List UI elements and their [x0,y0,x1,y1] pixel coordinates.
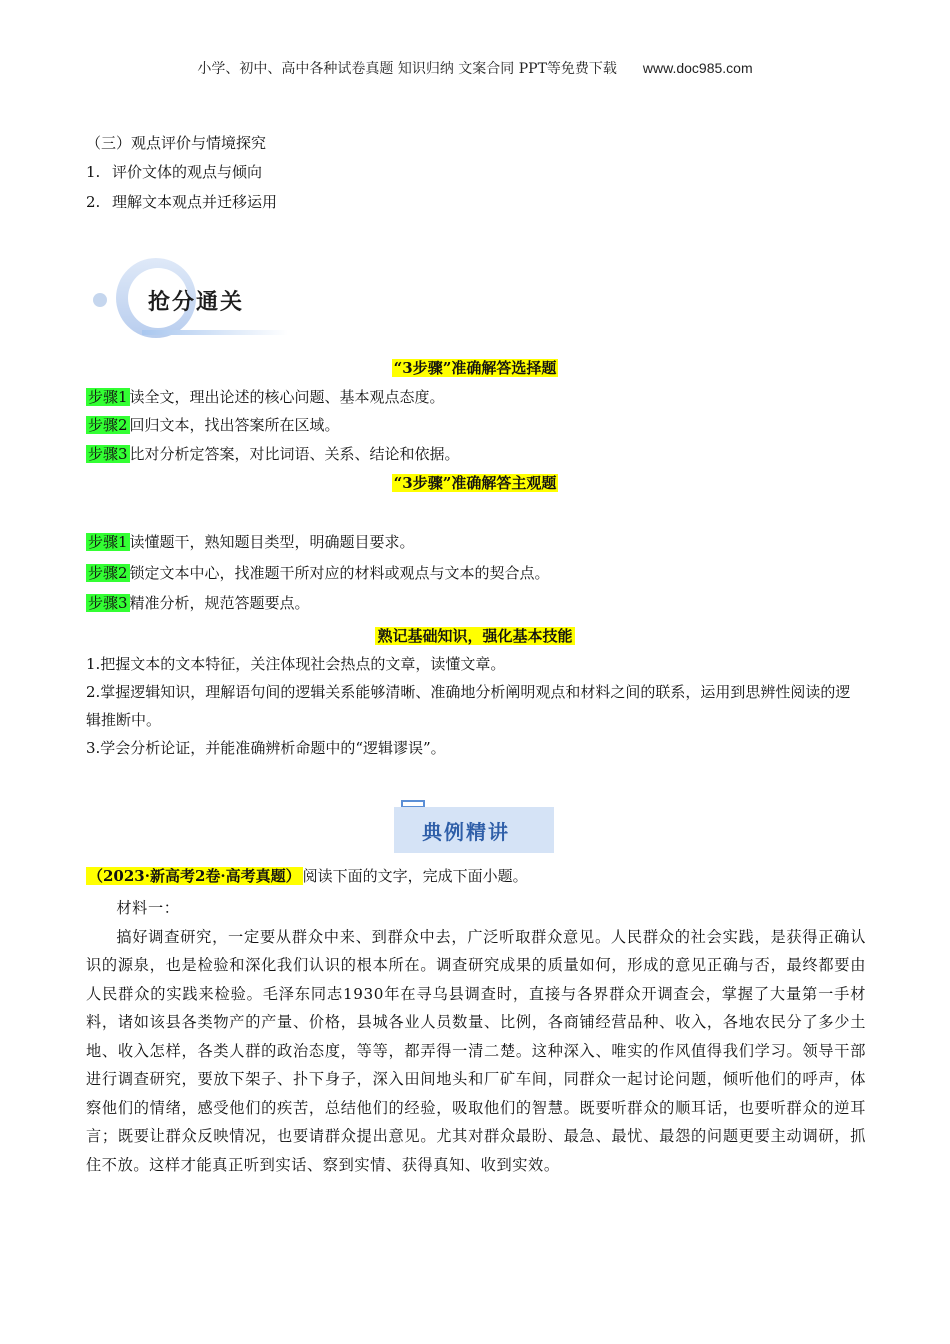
section-item: 1. 评价文体的观点与倾向 [86,163,263,181]
header-text: 小学、初中、高中各种试卷真题 知识归纳 文案合同 PPT等免费下载 [197,61,617,77]
example-source-line [86,865,528,887]
example-instruction: 阅读下面的文字，完成下面小题。 [302,867,528,885]
material-block [86,894,866,1179]
subjective-step: 步骤1 读懂题干，熟知题目类型，明确题目要求。 [88,533,415,551]
step-tag: 步骤3 [88,445,128,463]
subjective-step: 步骤3 精准分析，规范答题要点。 [88,594,310,612]
subjective-step: 步骤2 锁定文本中心，找准题干所对应的材料或观点与文本的契合点。 [88,564,550,582]
section-item: 2. 理解文本观点并迁移运用 [86,193,278,211]
basics-list [86,650,864,762]
choice-step: 步骤3 比对分析定答案，对比词语、关系、结论和依据。 [88,445,460,463]
step-tag: 步骤1 [88,533,128,551]
banner2-label: 典例精讲 [422,820,510,844]
choice-title: “3步骤”准确解答选择题 [393,359,557,377]
basics-item: 3.学会分析论证，并能准确辨析命题中的“逻辑谬误”。 [86,739,446,757]
subjective-title: “3步骤”准确解答主观题 [393,474,557,492]
page-header [0,58,950,78]
step-tag: 步骤2 [88,416,128,434]
material-text: 搞好调查研究，一定要从群众中来、到群众中去，广泛听取群众意见。人民群众的社会实践，是获得正确认识的源泉，也是检验和深化我们认识的根本所在。调查研究成果的质量如何，形成的意见正确与否，最终都要由人民群众的实践来检验。毛泽东同志1930年在寻乌县调查时，直接与各界群众开调查会，掌握了大量第一手材料，诸如该县各类物产的产量、价格，县城各业人员数量、比例，各商铺经营品种、收入，各地农民分了多少土地、收入怎样，各类人群的政治态度，等等，都弄得一清二楚。这种深入、唯实的作风值得我们学习。领导干部进行调查研究，要放下架子、扑下身子，深入田间地头和厂矿车间，同群众一起讨论问题，倾听他们的呼声，体察他们的情绪，感受他们的疾苦，总结他们的经验，吸取他们的智慧。既要听群众的顺耳话，也要听群众的逆耳言；既要让群众反映情况，也要请群众提出意见。尤其对群众最盼、最急、最忧、最怨的问题更要主动调研，抓住不放。这样才能真正听到实话、察到实情、获得真知、收到实效。 [86,927,866,1174]
step-tag: 步骤3 [88,594,128,612]
example-source: （2023·新高考2卷·高考真题） [88,867,301,885]
banner-label: 抢分通关 [148,290,245,315]
header-site: www.doc985.com [642,60,753,76]
basics-item: 2.掌握逻辑知识，理解语句间的逻辑关系能够清晰、准确地分析阐明观点和材料之间的联系，运用到思辨性阅读的逻辑推断中。 [86,683,851,729]
step-tag: 步骤1 [88,388,128,406]
choice-step: 步骤2 回归文本，找出答案所在区域。 [88,416,340,434]
basics-item: 1.把握文本的文本特征，关注体现社会热点的文章，读懂文章。 [86,655,506,673]
basics-title: 熟记基础知识，强化基本技能 [377,627,573,645]
step-tag: 步骤2 [88,564,128,582]
material-label: 材料一： [116,899,180,917]
choice-step: 步骤1 读全文，理出论述的核心问题、基本观点态度。 [88,388,445,406]
banner-dianli [392,798,562,856]
section-title: （三）观点评价与情境探究 [86,134,267,152]
banner-qiangfen [86,252,296,344]
